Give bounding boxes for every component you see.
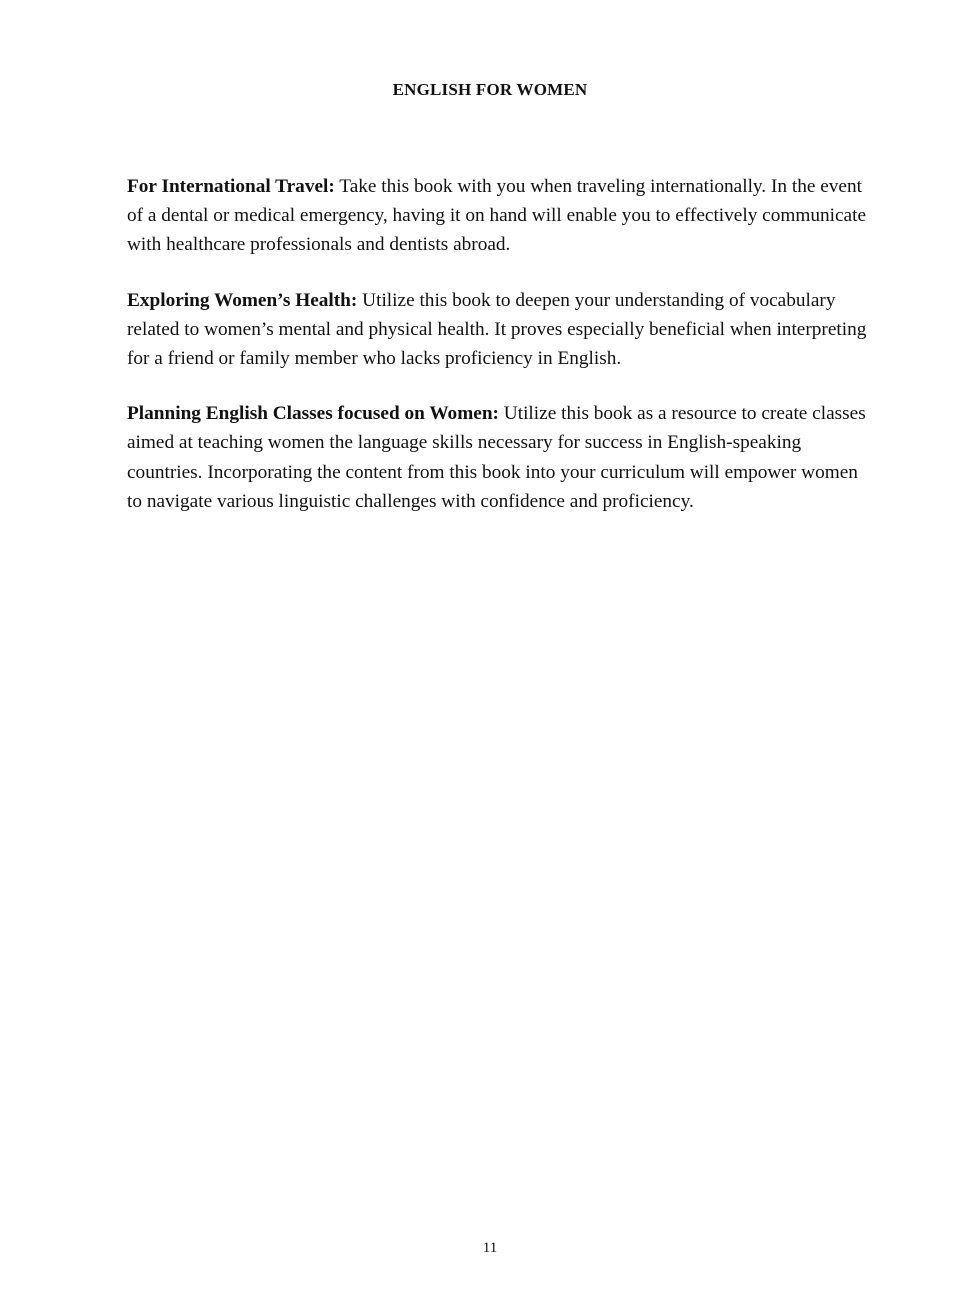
section-text: Utilize this book as a resource to create classes aimed at teaching women the language skills necessary for success in English-speaking countries. Incorporating the content from this book into your curriculum will empower women to navigate various linguistic challenges with confidence and proficiency.: [127, 403, 866, 512]
section-heading: For International Travel:: [127, 176, 335, 197]
section-exploring-womens-health: [127, 286, 867, 374]
section-text: Take this book with you when traveling internationally. In the event of a dental or medical emergency, having it on hand will enable you to effectively communicate with healthcare professionals and dentists abroad.: [127, 176, 867, 256]
body-content: [127, 172, 867, 542]
page-number: 11: [482, 1240, 498, 1256]
section-heading: Exploring Women’s Health:: [127, 289, 358, 311]
section-planning-english-classes: [127, 399, 867, 516]
running-header: ENGLISH FOR WOMEN: [392, 80, 588, 99]
section-text: Utilize this book to deepen your understanding of vocabulary related to women’s mental and physical health. It proves especially beneficial when interpreting for a friend or family member who lacks proficiency in English.: [127, 289, 867, 370]
section-international-travel: [127, 172, 867, 260]
section-heading: Planning English Classes focused on Women:: [127, 403, 499, 425]
